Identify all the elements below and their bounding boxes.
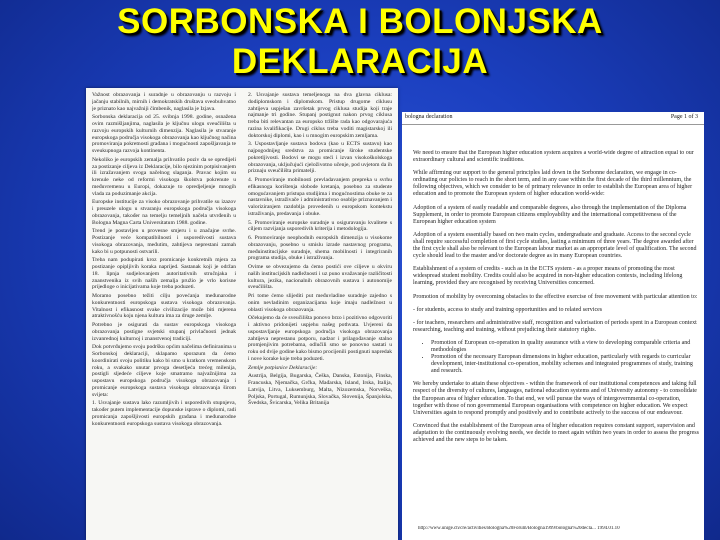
croatian-paragraph: Nekoliko je europskih zemalja prihvatilo poziv da se opredijeli za postizanje ciljeva iz Deklaracije, bilo njezinim potpisivanjem ili izražavanjem svoga načelnog slaganja. Pravac kojim su krenule neke od reformi visokoga školstva pokrenute u međuvremenu u Europi, dokazuje to opredjeljenje mnogih vlada za poduzimanje akcija.	[92, 156, 236, 197]
objectives-list	[413, 340, 699, 375]
english-paragraph: Establishment of a system of credits - such as in the ECTS system - as a proper means of promoting the most widespread student mobility. Credits could also be acquired in non-higher education contexts, including lifelong learning, provided they are recognised by receiving Universities concerned.	[413, 266, 683, 287]
english-paragraph: Promotion of mobility by overcoming obstacles to the effective exercise of free movement with particular attention to:	[413, 293, 698, 300]
english-paragraph: - for students, access to study and training opportunities and to related services	[413, 306, 603, 313]
slide-title-line-2: DEKLARACIJA	[231, 42, 489, 81]
croatian-paragraph: Europske institucije za visoko obrazovanje prihvatile su izazov i preuzele ulogu u stvaranju europskoga područja visokoga obrazovanja, također na temelju temeljnih načela utvrđenih u Bologna Magna Carta Universitatum 1988. godine.	[92, 199, 236, 226]
page-footer-url: http://www.unige.ch/cre/activities/Bologna%20Forum/Bologna1999/bologna%20decla... 1994.01.10	[418, 526, 620, 531]
page-number: Page 1 of 3	[670, 114, 698, 120]
slide-title	[0, 2, 720, 82]
croatian-paragraph: Treba nam podupirati kroz promicanje konkretnih mjera za postizanje opipljivih koraka naprijed. Sastanak koji je održan 18. lipnja sudjelovanjem autoritativnih stručnjaka i znanstvenika iz svih naših zemalja pružio je vrlo korisne prijedloge o inicijativama koje treba poduzeti.	[92, 257, 236, 291]
croatian-paragraph: Potrebno je osigurati da sustav europskoga visokoga obrazovanja postigne svjetski stupanj privlačnosti jednak izvanrednoj kulturnoj i znanstvenoj tradiciji.	[92, 322, 236, 342]
croatian-paragraph: 6. Promoviranje neophodnih europskih dimenzija u visokome obrazovanju, posebno u smislu izrade nastavnog programa, međuinstitucijske suradnje, shema mobilnosti i integriranih programa studija, obuke i istraživanja.	[248, 235, 392, 262]
croatian-paragraph: Pri tome ćemo slijediti put međuvladine suradnje zajedno s onim nevladinim organizacijama koje imaju nadležnost u oblasti visokoga obrazovanja.	[248, 293, 392, 313]
signatories-heading: Zemlje potpisnice Deklaracije:	[248, 364, 318, 371]
croatian-paragraph: Očekujemo da će sveučilišta ponovo brzo i pozitivno odgovoriti i aktivno pridonijeti uspjehu našeg pothvata. Uvjereni da uspostavljanje europskoga područja visokoga obrazovanja zahtijeva neprestanu potporu, nadzor i prilagođavanje stalno promjenjivim potrebama, odlučili smo se ponovno sastati u roku od dvije godine kako bismo procijenili postignuti napredak i nove korake koje treba poduzeti.	[248, 315, 392, 362]
bologna-declaration-body	[413, 150, 699, 530]
croatian-paragraph: 1. Usvajanje sustava lako razumljivih i usporedivih stupnjeva, također putem implementacije dopunske isprave o diplomi, radi promicanja zapošljivosti europskih građana i međunarodne konkurentnosti europskoga sustava visokoga obrazovanja.	[92, 400, 236, 427]
croatian-paragraph: Dok potvrđujemo svoju podršku općim načelima definiranima u Sorbonskoj deklaraciji, sklapamo sporazum da ćemo koordinirati svoju politiku kako bi smo u kratkom vremenskom roku, a svakako unutar prvoga desetljeća trećeg milenija, postigli sljedeće ciljeve koje smatramo najvažnijima za uspostavu europskoga područja visokoga obrazovanja i promicanje europskoga sustava visokoga obrazovanja širom svijeta:	[92, 344, 236, 398]
signatories-list: Austrija, Belgija, Bugarska, Češka, Danska, Estonija, Finska, Francuska, Njemačka, Grčka, Mađarska, Island, Irska, Italija, Latvija, Litva, Luksemburg, Malta, Nizozemska, Norveška, Poljska, Portugal, Rumunjska, Slovačka, Slovenija, Španjolska, Švedska, Švicarska, Velika Britanija	[248, 373, 392, 407]
croatian-paragraph: Važnost obrazovanja i suradnje u obrazovanju u razvoju i jačanju stabilnih, mirnih i demokratskih društava sveobuhvatno je priznato kao najvažniji čimbenik, naglasila je Izjava.	[92, 92, 236, 112]
croatian-paragraph: 4. Promoviranje mobilnosti prevladavanjem prepreka u svrhu efikasnoga korištenja slobode kretanja, posebno za studente omogućavanjem pristupa studijima i mogućnostima obuke te za nastavnike, istraživače i administrativno osoblje priznavanjem i valoriziranjem razdoblja provedenih u europskom kontekstu istraživanja, predavanja i obuke.	[248, 177, 392, 217]
croatian-paragraph: Moramo posebno težiti cilju povećanja međunarodne konkurentnosti europskoga sustava visokoga obrazovanja. Vitalnost i efikasnost svake civilizacije može biti mjerena atraktivnošću koju njena kultura ima za druge zemlje.	[92, 293, 236, 320]
croatian-column-1	[92, 92, 236, 537]
english-paragraph: - for teachers, researchers and administrative staff, recognition and valorisation of periods spent in a European context researching, teaching and training, without prejudicing their statutory rights.	[413, 319, 697, 333]
english-paragraph: We need to ensure that the European higher education system acquires a world-wide degree of attraction equal to our extraordinary cultural and scientific traditions.	[413, 150, 694, 164]
croatian-paragraph: 2. Usvajanje sustava temeljenoga na dva glavna ciklusa: dodiplomskom i diplomskom. Pristup drugome ciklusu zahtijeva uspješan završetak prvog ciklusa studija koji traje najmanje tri godine. Stupanj postignut nakon prvog ciklusa treba biti relevantan za europsko tržište rada kao odgovarajuća razina kvalifikacije. Drugi ciklus treba voditi magistarskoj ili doktorskoj diplomi, kao i u mnogim europskim zemljama.	[248, 92, 392, 139]
croatian-paragraph: Sorbonska deklaracija od 25. svibnja 1998. godine, osnažena ovim razmišljanjima, naglasila je ključnu ulogu sveučilišta u razvoju europskih kulturnih dimenzija. Naglasila je stvaranje europskoga područja visokoga obrazovanja kao ključnog načina promoviranja pokretnosti građana i mogućnosti zapošljavanja te sveukupnoga razvoja kontinenta.	[92, 114, 236, 154]
objective-item: • Promotion of the necessary European dimensions in higher education, particularly with regards to curricular development, inter-institutional co-operation, mobility schemes and integrated programmes of study, training and research.	[431, 354, 699, 375]
english-paragraph: We hereby undertake to attain these objectives - within the framework of our institutional competences and taking full respect of the diversity of cultures, languages, national education systems and of University autonomy - to consolidate the European area of higher education. To that end, we will pursue the ways of intergovernmental co-operation, together with those of non governmental European organisations with competence on higher education. We expect Universities again to respond promptly and positively and to contribute actively to the success of our endeavour.	[413, 381, 697, 416]
croatian-declaration-page	[86, 88, 398, 540]
page-header	[402, 112, 704, 125]
croatian-paragraph: Ovime se obvezujemo da ćemo postići ove ciljeve u okviru naših institucijskih nadležnosti i uz puno uvažavanje različitosti kultura, jezika, nacionalnih obrazovnih sustava i autonomije sveučilišta.	[248, 264, 392, 291]
page-header-title: bologna declaration	[405, 114, 453, 120]
croatian-paragraph: 3. Uspostavljanje sustava bodova (kao u ECTS sustavu) kao najpogodnijeg sredstva za promicanje široke studentske pokretljivosti. Bodovi se mogu steći i izvan visokoškolskoga obrazovanja, uključujući cjeloživotno učenje, pod uvjetom da ih priznaju sveučilišta primatelji.	[248, 141, 392, 175]
croatian-column-2	[248, 92, 392, 537]
objective-item: • Promotion of European co-operation in quality assurance with a view to developing comparable criteria and methodologies	[431, 340, 699, 354]
english-paragraph: While affirming our support to the general principles laid down in the Sorbonne declaration, we engage in co-ordinating our policies to reach in the short term, and in any case within the first decade of the third millennium, the following objectives, which we consider to be of primary relevance in order to establish the European area of higher education and to promote the European system of higher education world-wide:	[413, 170, 693, 198]
english-paragraph: Adoption of a system of easily readable and comparable degrees, also through the implementation of the Diploma Supplement, in order to promote European citizens employability and the international competitiveness of the European higher education system	[413, 204, 687, 225]
slide-title-line-1: SORBONSKA I BOLONJSKA	[117, 2, 603, 41]
croatian-paragraph: 5. Promoviranje europske suradnje u osiguravanju kvalitete s ciljem razvijanja usporedivih kriterija i metodologija.	[248, 219, 392, 233]
english-paragraph: Convinced that the establishment of the European area of higher education requires constant support, supervision and adaptation to the continuously evolving needs, we decide to meet again within two years in order to assess the progress achieved and the new steps to be taken.	[413, 422, 699, 443]
croatian-paragraph: Trend je postavljen u provesne smjeru i u značajne svrhe. Postizanje veće kompatibilnosti i usporedivosti sustava visokoga obrazovanja, međutim, zahtijeva neprestani zamah kako bi u potpunosti ostvarili.	[92, 228, 236, 255]
english-paragraph: Adoption of a system essentially based on two main cycles, undergraduate and graduate. Access to the second cycle shall require successful completion of first cycle studies, lasting a minimum of three years. The degree awarded after the first cycle shall also be relevant to the European labour market as an appropriate level of qualification. The second cycle should lead to the master and/or doctorate degree as in many European countries.	[413, 231, 697, 260]
